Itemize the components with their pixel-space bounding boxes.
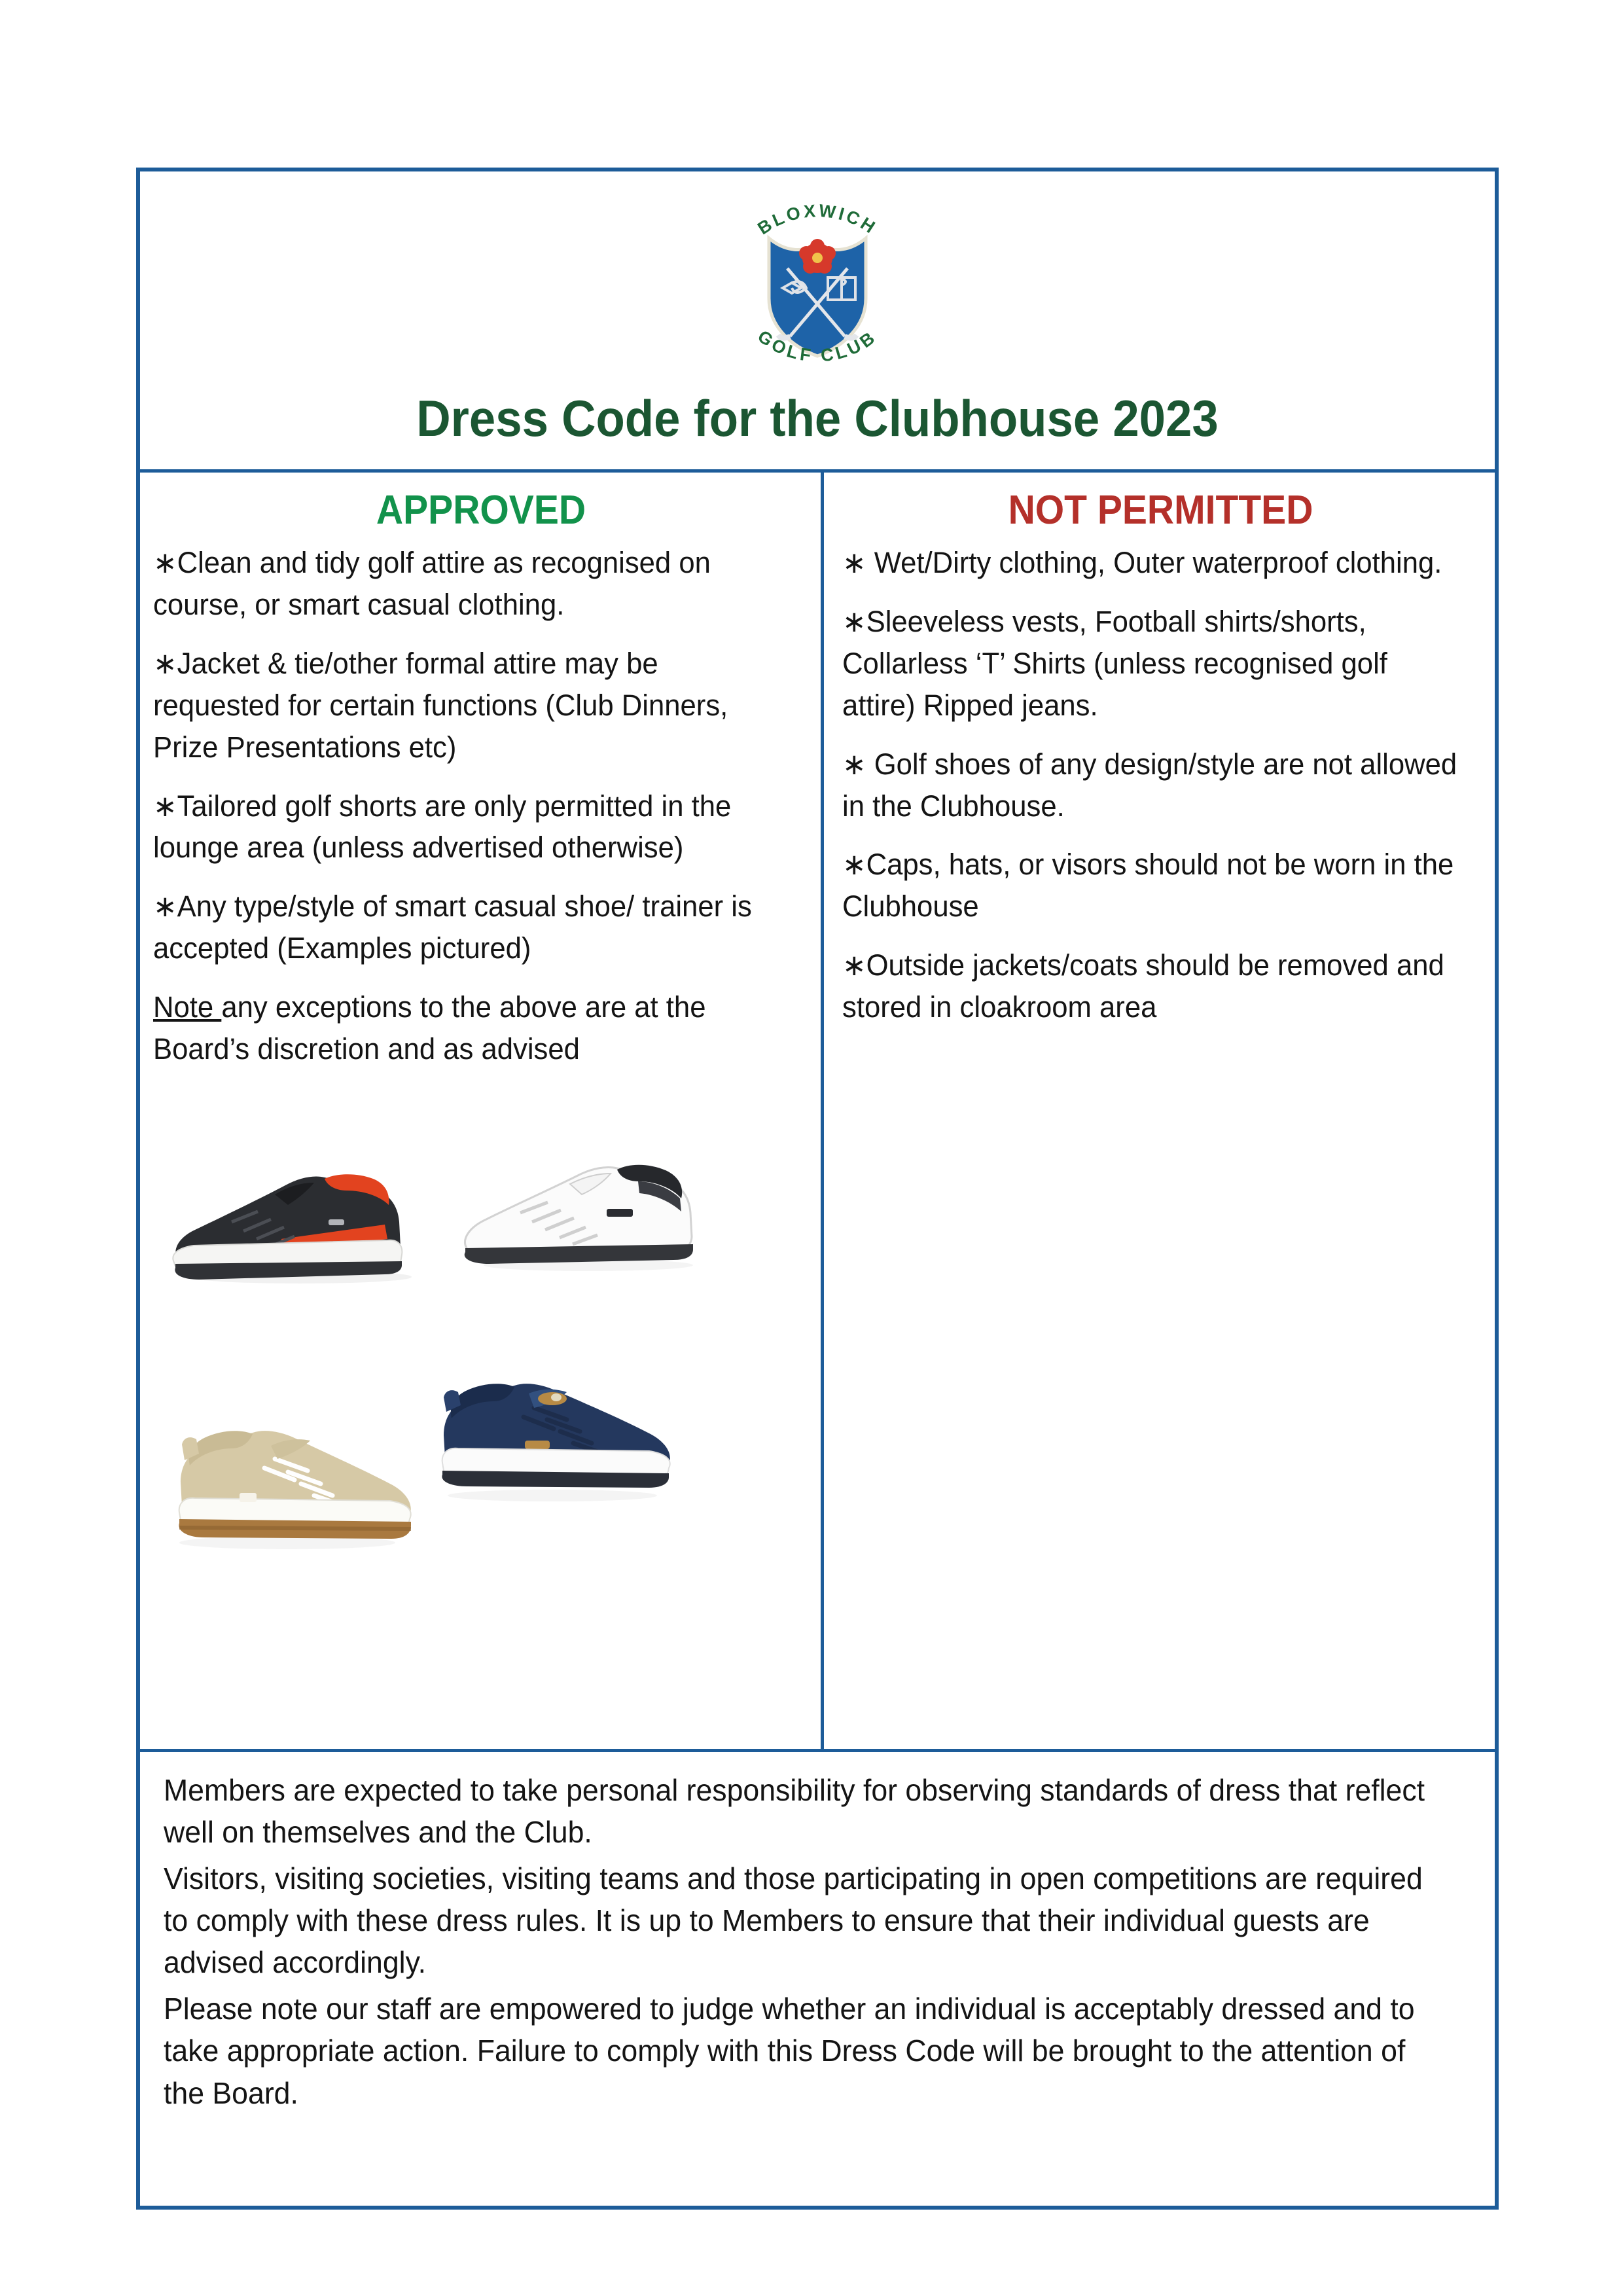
list-item: ∗Jacket & tie/other formal attire may be requested for certain functions (Club Dinners, Prize Presentations etc) bbox=[153, 646, 736, 764]
footer-paragraph: Visitors, visiting societies, visiting teams and those participating in open competitions are required to comply with these dress rules. It is up to Members to ensure that their individual guests are advised accordingly. bbox=[164, 1861, 1423, 1980]
list-item: ∗Sleeveless vests, Football shirts/shorts, Collarless ‘T’ Shirts (unless recognised golf attire) Ripped jeans. bbox=[842, 604, 1396, 722]
list-item: ∗ Golf shoes of any design/style are not allowed in the Clubhouse. bbox=[842, 747, 1465, 823]
list-item-note bbox=[153, 986, 789, 1070]
dress-code-poster bbox=[136, 168, 1499, 2210]
note-label: Note bbox=[153, 990, 222, 1024]
shoe-image-navy-suede-trainer bbox=[415, 1338, 690, 1515]
list-item: ∗ Wet/Dirty clothing, Outer waterproof clothing. bbox=[842, 546, 1442, 580]
club-crest bbox=[706, 188, 929, 385]
not-permitted-heading: NOT PERMITTED bbox=[1008, 487, 1313, 533]
note-text: any exceptions to the above are at the Board’s discretion and as advised bbox=[153, 990, 714, 1066]
not-permitted-column bbox=[824, 473, 1495, 1749]
page-title: Dress Code for the Clubhouse 2023 bbox=[416, 389, 1219, 447]
list-item: ∗Outside jackets/coats should be removed and stored in cloakroom area bbox=[842, 948, 1452, 1024]
approved-list bbox=[153, 542, 809, 1070]
footer-paragraph: Please note our staff are empowered to judge whether an individual is acceptably dressed and to take appropriate action. Failure to comply with this Dress Code will be brought to the attention of the Board. bbox=[164, 1991, 1415, 2110]
shoe-image-beige-suede-trainer bbox=[153, 1378, 428, 1561]
poster-footer bbox=[140, 1752, 1495, 2114]
shoe-image-black-red-trainer bbox=[160, 1122, 435, 1299]
list-item: ∗Caps, hats, or visors should not be worn in the Clubhouse bbox=[842, 848, 1462, 924]
not-permitted-list bbox=[842, 542, 1479, 1028]
footer-paragraph: Members are expected to take personal responsibility for observing standards of dress that reflect well on themselves and the Club. bbox=[164, 1772, 1425, 1850]
crest-name-top: BLOXWICH bbox=[754, 200, 881, 239]
list-item: ∗Clean and tidy golf attire as recognised on course, or smart casual clothing. bbox=[153, 546, 719, 621]
tudor-rose-icon bbox=[799, 239, 836, 274]
shoe-image-white-black-trainer bbox=[451, 1116, 726, 1286]
dress-code-columns bbox=[140, 473, 1495, 1749]
list-item: ∗Tailored golf shorts are only permitted in the lounge area (unless advertised otherwise) bbox=[153, 789, 740, 865]
club-crest-svg bbox=[706, 188, 929, 385]
poster-header bbox=[140, 171, 1495, 446]
approved-heading: APPROVED bbox=[376, 487, 586, 533]
approved-shoe-examples bbox=[153, 1116, 808, 1600]
approved-column bbox=[140, 473, 821, 1749]
list-item: ∗Any type/style of smart casual shoe/ trainer is accepted (Examples pictured) bbox=[153, 889, 760, 965]
crest-name-bottom: GOLF CLUB bbox=[754, 326, 881, 366]
